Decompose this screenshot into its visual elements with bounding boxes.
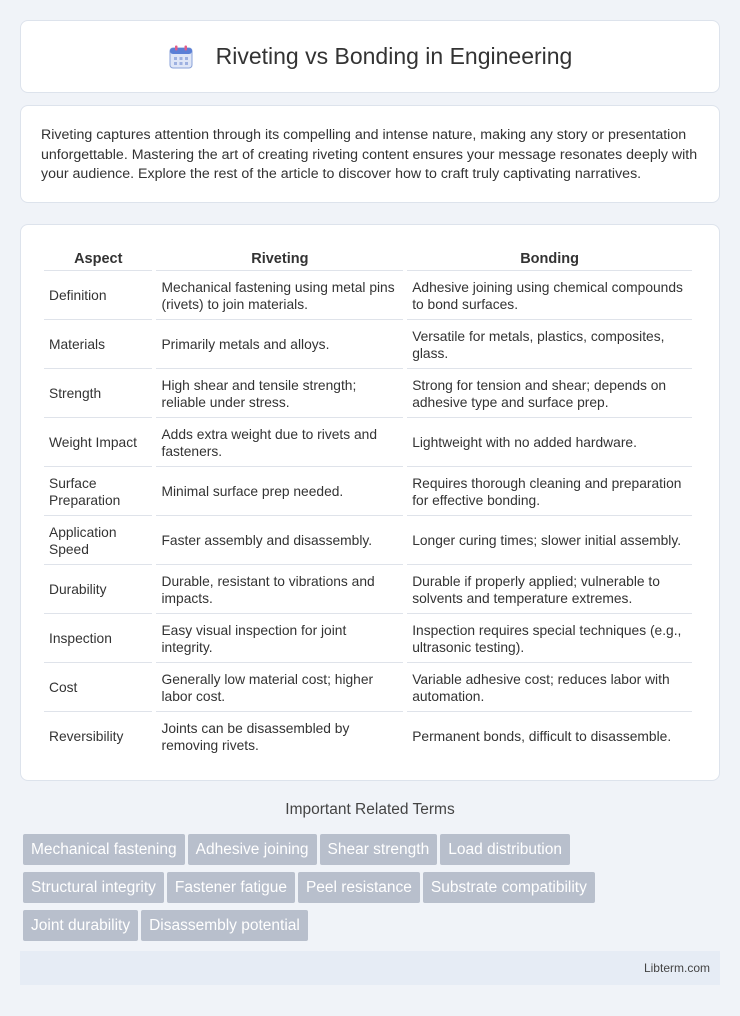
- related-term-tag[interactable]: Disassembly potential: [141, 910, 308, 941]
- table-row: [44, 515, 692, 562]
- table-cell: Reversibility: [44, 711, 152, 758]
- table-cell: Joints can be disassembled by removing rivets.: [156, 711, 403, 758]
- table-cell: Adhesive joining using chemical compounds to bond surfaces.: [407, 270, 692, 317]
- table-row: [44, 662, 692, 709]
- table-row: [44, 368, 692, 415]
- column-header-bonding: Bonding: [520, 251, 579, 267]
- column-header-aspect: Aspect: [74, 251, 123, 267]
- table-cell: Requires thorough cleaning and preparation for effective bonding.: [407, 466, 692, 513]
- table-row: [44, 319, 692, 366]
- table-header-row: [44, 246, 692, 268]
- header-card: [20, 20, 720, 93]
- table-cell: Cost: [44, 662, 152, 709]
- intro-card: [20, 105, 720, 203]
- table-cell: Durability: [44, 564, 152, 611]
- table-cell: Application Speed: [44, 515, 152, 562]
- table-cell: Durable, resistant to vibrations and impacts.: [156, 564, 403, 611]
- related-term-tag[interactable]: Fastener fatigue: [167, 872, 295, 903]
- table-cell: Longer curing times; slower initial assembly.: [407, 515, 692, 562]
- related-term-tag[interactable]: Adhesive joining: [188, 834, 317, 865]
- related-terms-title: Important Related Terms: [285, 801, 455, 818]
- column-header-riveting: Riveting: [251, 251, 309, 267]
- table-cell: Strength: [44, 368, 152, 415]
- table-cell: Variable adhesive cost; reduces labor with automation.: [407, 662, 692, 709]
- table-row: [44, 711, 692, 758]
- table-cell: Minimal surface prep needed.: [156, 466, 403, 513]
- table-cell: Lightweight with no added hardware.: [407, 417, 692, 464]
- related-term-tag[interactable]: Substrate compatibility: [423, 872, 595, 903]
- table-cell: Weight Impact: [44, 417, 152, 464]
- table-row: [44, 417, 692, 464]
- table-cell: Faster assembly and disassembly.: [156, 515, 403, 562]
- table-cell: Permanent bonds, difficult to disassemble.: [407, 711, 692, 758]
- table-cell: Inspection: [44, 613, 152, 660]
- intro-text: Riveting captures attention through its compelling and intense nature, making any story or presentation unforgettable. Mastering the art of creating riveting content ensures your message resonates deeply with your audience. Explore the rest of the article to discover how to craft truly captivating narratives.: [41, 127, 698, 182]
- table-row: [44, 613, 692, 660]
- table-cell: High shear and tensile strength; reliable under stress.: [156, 368, 403, 415]
- related-term-tag[interactable]: Shear strength: [320, 834, 438, 865]
- table-cell: Durable if properly applied; vulnerable to solvents and temperature extremes.: [407, 564, 692, 611]
- table-cell: Generally low material cost; higher labor cost.: [156, 662, 403, 709]
- table-row: [44, 564, 692, 611]
- table-cell: Materials: [44, 319, 152, 366]
- table-cell: Easy visual inspection for joint integrity.: [156, 613, 403, 660]
- table-cell: Mechanical fastening using metal pins (rivets) to join materials.: [156, 270, 403, 317]
- table-cell: Definition: [44, 270, 152, 317]
- related-term-tag[interactable]: Joint durability: [23, 910, 138, 941]
- footer-site-link[interactable]: Libterm.com: [643, 961, 710, 975]
- related-term-tag[interactable]: Structural integrity: [23, 872, 164, 903]
- calendar-icon: [168, 44, 194, 70]
- related-term-tag[interactable]: Peel resistance: [298, 872, 420, 903]
- table-cell: Strong for tension and shear; depends on adhesive type and surface prep.: [407, 368, 692, 415]
- table-cell: Surface Preparation: [44, 466, 152, 513]
- table-cell: Inspection requires special techniques (e.g., ultrasonic testing).: [407, 613, 692, 660]
- table-row: [44, 466, 692, 513]
- footer: [20, 951, 720, 985]
- related-term-tag[interactable]: Mechanical fastening: [23, 834, 185, 865]
- related-terms-list: [23, 834, 723, 948]
- table-cell: Versatile for metals, plastics, composites, glass.: [407, 319, 692, 366]
- page-title: Riveting vs Bonding in Engineering: [215, 43, 573, 69]
- table-cell: Primarily metals and alloys.: [156, 319, 403, 366]
- table-cell: Adds extra weight due to rivets and fasteners.: [156, 417, 403, 464]
- table-row: [44, 270, 692, 317]
- related-term-tag[interactable]: Load distribution: [440, 834, 570, 865]
- comparison-table: [40, 244, 696, 760]
- comparison-table-card: [20, 224, 720, 781]
